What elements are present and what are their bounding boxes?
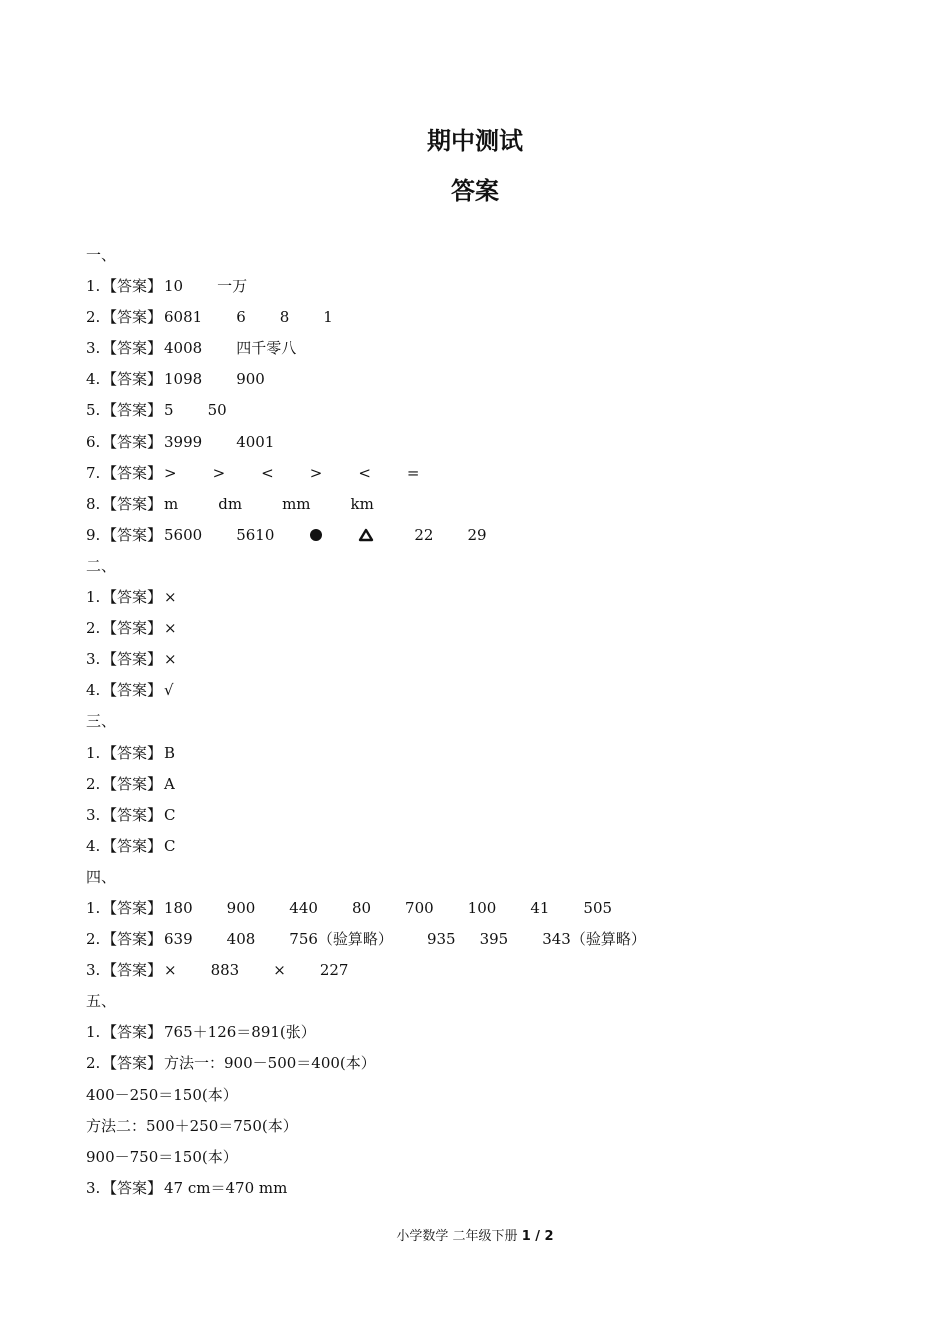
answer-value: m bbox=[164, 494, 179, 513]
answer-value: √ bbox=[164, 681, 174, 700]
answer-value: × bbox=[164, 650, 177, 669]
answer-value: > bbox=[309, 463, 323, 482]
section-heading: 三、 bbox=[86, 712, 117, 731]
answer-continuation: 900－750＝150(本） bbox=[86, 1147, 238, 1166]
answer-row: 3. 【答案】 × 883 × 227 bbox=[86, 955, 886, 986]
answer-value: < bbox=[358, 463, 371, 482]
answer-value: 900 bbox=[226, 898, 256, 917]
answer-value: 180 bbox=[164, 898, 193, 917]
answer-value: 一万 bbox=[217, 277, 248, 296]
answer-label: 【答案】 bbox=[102, 401, 163, 420]
answer-row: 2. 【答案】 方法一：900－500＝400(本） bbox=[86, 1048, 886, 1079]
answer-label: 【答案】 bbox=[102, 525, 163, 544]
answer-row: 1. 【答案】 180 900 440 80 700 100 41 505 bbox=[86, 893, 886, 924]
answer-label: 【答案】 bbox=[102, 1054, 163, 1073]
answer-value: C bbox=[164, 805, 176, 824]
answer-row: 1. 【答案】 765＋126＝891(张） bbox=[86, 1017, 886, 1048]
answer-value: 29 bbox=[467, 525, 487, 544]
answer-label: 【答案】 bbox=[102, 494, 163, 513]
answer-value: < bbox=[261, 463, 274, 482]
answer-value: 5600 bbox=[164, 525, 203, 544]
answer-content bbox=[86, 240, 886, 1204]
answer-value: > bbox=[164, 463, 177, 482]
answer-value: 935 bbox=[426, 930, 456, 949]
answer-row: 7. 【答案】 > > < > < = bbox=[86, 458, 886, 489]
answer-value: dm bbox=[218, 494, 243, 513]
answer-value: × bbox=[164, 588, 177, 607]
filled-circle-icon bbox=[310, 529, 322, 541]
answer-value: mm bbox=[282, 494, 311, 513]
answer-continuation: 方法二：500＋250＝750(本） bbox=[86, 1116, 298, 1135]
answer-label: 【答案】 bbox=[102, 743, 163, 762]
answer-value: B bbox=[164, 743, 176, 762]
answer-value: 900 bbox=[236, 370, 265, 389]
answer-label: 【答案】 bbox=[102, 308, 163, 327]
answer-value: 6 bbox=[236, 308, 246, 327]
answer-value: 1098 bbox=[164, 370, 203, 389]
page-subtitle: 答案 bbox=[451, 177, 499, 205]
answer-row: 1. 【答案】 B bbox=[86, 738, 886, 769]
section-heading: 一、 bbox=[86, 246, 117, 264]
answer-value: C bbox=[164, 836, 176, 855]
answer-value: 47 cm＝470 mm bbox=[164, 1178, 288, 1197]
answer-value: 四千零八 bbox=[236, 339, 297, 358]
answer-row: 4. 【答案】 C bbox=[86, 831, 886, 862]
answer-value: 10 bbox=[164, 277, 184, 296]
answer-label: 【答案】 bbox=[102, 930, 163, 949]
answer-value: 700 bbox=[405, 898, 434, 917]
answer-label: 【答案】 bbox=[102, 339, 163, 358]
section-heading: 五、 bbox=[86, 992, 117, 1011]
answer-label: 【答案】 bbox=[102, 650, 163, 669]
answer-value: 883 bbox=[210, 961, 240, 980]
answer-row: 3. 【答案】 47 cm＝470 mm bbox=[86, 1173, 886, 1204]
answer-label: 【答案】 bbox=[102, 1023, 163, 1042]
answer-row: 9. 【答案】 5600 5610 22 29 bbox=[86, 520, 886, 551]
answer-value: 5610 bbox=[236, 525, 275, 544]
answer-row: 1. 【答案】 10 一万 bbox=[86, 271, 886, 302]
answer-label: 【答案】 bbox=[102, 588, 163, 607]
answer-label: 【答案】 bbox=[102, 805, 163, 824]
answer-value: 395 bbox=[479, 930, 509, 949]
answer-value: A bbox=[164, 774, 175, 793]
answer-row: 4. 【答案】 1098 900 bbox=[86, 364, 886, 395]
answer-value: 80 bbox=[351, 898, 372, 917]
triangle-icon bbox=[358, 528, 374, 542]
answer-value: > bbox=[212, 463, 226, 482]
answer-value: = bbox=[406, 463, 420, 482]
answer-value: × bbox=[273, 961, 286, 980]
answer-value: 41 bbox=[530, 898, 550, 917]
answer-value: 343（验算略） bbox=[542, 930, 646, 949]
answer-label: 【答案】 bbox=[102, 898, 163, 917]
answer-label: 【答案】 bbox=[102, 961, 163, 980]
page-title: 期中测试 bbox=[427, 127, 523, 155]
answer-value: 4001 bbox=[236, 432, 275, 451]
answer-label: 【答案】 bbox=[102, 774, 163, 793]
answer-value: km bbox=[350, 494, 374, 513]
answer-value: 8 bbox=[279, 308, 290, 327]
answer-value: 440 bbox=[289, 898, 318, 917]
answer-value: 50 bbox=[207, 401, 227, 420]
answer-value: 1 bbox=[323, 308, 333, 327]
answer-row: 2. 【答案】 6081 6 8 1 bbox=[86, 302, 886, 333]
answer-value: 756（验算略） bbox=[289, 930, 393, 949]
answer-label: 【答案】 bbox=[102, 370, 163, 389]
answer-value: 4008 bbox=[164, 339, 203, 358]
answer-continuation: 400－250＝150(本） bbox=[86, 1085, 238, 1104]
answer-value: 765＋126＝891(张） bbox=[164, 1023, 316, 1042]
answer-row: 4. 【答案】 √ bbox=[86, 675, 886, 706]
footer-text: 小学数学 二年级下册 bbox=[396, 1229, 518, 1244]
answer-value: 方法一：900－500＝400(本） bbox=[164, 1054, 376, 1073]
section-heading: 四、 bbox=[86, 867, 117, 886]
answer-label: 【答案】 bbox=[102, 463, 163, 482]
answer-row: 3. 【答案】 × bbox=[86, 644, 886, 675]
answer-value: × bbox=[164, 961, 177, 980]
page-number: 1 / 2 bbox=[521, 1229, 554, 1244]
answer-label: 【答案】 bbox=[102, 836, 163, 855]
answer-label: 【答案】 bbox=[102, 277, 163, 296]
answer-value: × bbox=[164, 619, 177, 638]
answer-row: 8. 【答案】 m dm mm km bbox=[86, 489, 886, 520]
answer-row: 5. 【答案】 5 50 bbox=[86, 395, 886, 426]
answer-row: 2. 【答案】 A bbox=[86, 769, 886, 800]
answer-row: 6. 【答案】 3999 4001 bbox=[86, 427, 886, 458]
answer-value: 22 bbox=[414, 525, 434, 544]
answer-row: 2. 【答案】 639 408 756（验算略） 935 395 343（验算略） bbox=[86, 924, 886, 955]
answer-row: 3. 【答案】 4008 四千零八 bbox=[86, 333, 886, 364]
answer-value: 100 bbox=[467, 898, 497, 917]
answer-label: 【答案】 bbox=[102, 432, 163, 451]
answer-row: 1. 【答案】 × bbox=[86, 582, 886, 613]
answer-value: 5 bbox=[164, 401, 174, 420]
answer-label: 【答案】 bbox=[102, 681, 163, 700]
answer-value: 639 bbox=[164, 930, 193, 949]
answer-row: 3. 【答案】 C bbox=[86, 800, 886, 831]
page-footer bbox=[0, 1228, 950, 1246]
answer-value: 6081 bbox=[164, 308, 203, 327]
answer-value: 3999 bbox=[164, 432, 203, 451]
answer-row: 2. 【答案】 × bbox=[86, 613, 886, 644]
answer-value: 408 bbox=[226, 930, 256, 949]
answer-value: 227 bbox=[319, 961, 349, 980]
section-heading: 二、 bbox=[86, 556, 117, 575]
answer-label: 【答案】 bbox=[102, 1178, 163, 1197]
answer-value: 505 bbox=[583, 898, 613, 917]
answer-label: 【答案】 bbox=[102, 619, 163, 638]
